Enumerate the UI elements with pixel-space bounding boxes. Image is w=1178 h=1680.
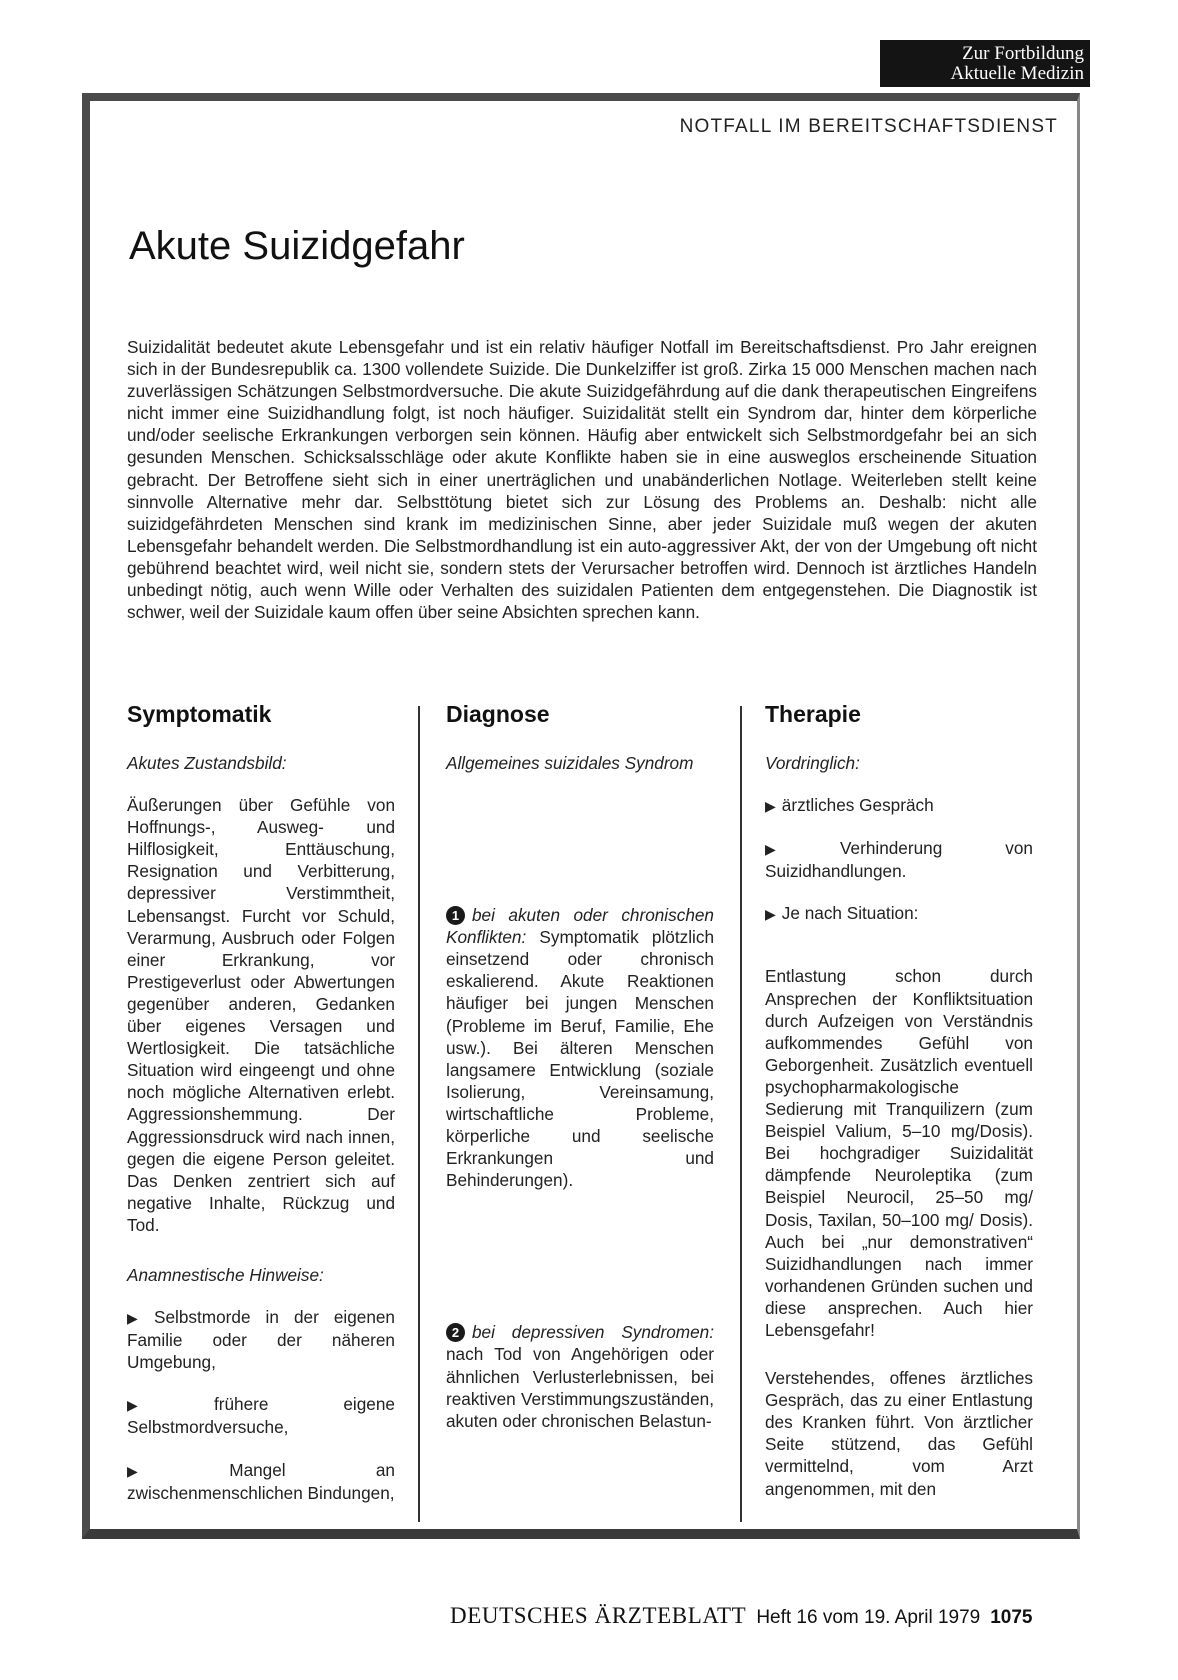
subheading: Anamnestische Hinweise: bbox=[127, 1264, 324, 1285]
list-item bbox=[765, 794, 1033, 817]
intro-paragraph: Suizidalität bedeutet akute Lebensgefahr und ist ein relativ häufiger Notfall im Bereitschaftsdienst. Pro Jahr ereignen sich in der Bundesrepublik ca. 1300 vollendete Suizide. Die Dunkelziffer ist groß. Zirka 15 000 Menschen machen nach zuverlässigen Schätzungen Selbstmordversuche. Die akute Suizidgefährdung auf die dank therapeutischen Eingreifens nicht immer eine Suizidhandlung folgt, ist noch häufiger. Suizidalität stellt ein Syndrom dar, hinter dem körperliche und/oder seelische Erkrankungen verborgen sein können. Häufig aber entwickelt sich Selbstmordgefahr bei an sich gesunden Menschen. Schicksalsschläge oder akute Konflikte haben sie in eine ausweglos erscheinende Situation gebracht. Der Betroffene sieht sich in einer unerträglichen und unabänderlichen Notlage. Weiterleben stellt keine sinnvolle Alternative mehr dar. Selbsttötung bietet sich zur Lösung des Problems an. Deshalb: nicht alle suizidgefährdeten Menschen sind krank im medizinischen Sinne, aber jeder Suizidale muß wegen der akuten Lebensgefahr behandelt werden. Die Selbstmordhandlung ist ein auto-aggressiver Akt, der von der Umgebung oft nicht gebührend beachtet wird, weil nicht sie, sondern stets der Verursacher betroffen wird. Dennoch ist ärztliches Handeln unbedingt nötig, auch wenn Wille oder Verhalten des suizidalen Patienten dem entgegenstehen. Die Diagnostik ist schwer, weil der Suizidale kaum offen über seine Absichten sprechen kann. bbox=[127, 337, 1037, 623]
triangle-bullet-icon: ▶ bbox=[127, 1462, 224, 1479]
list-item bbox=[127, 1306, 395, 1373]
badge-line-1: Zur Fortbildung bbox=[962, 43, 1084, 64]
triangle-bullet-icon: ▶ bbox=[127, 1310, 149, 1327]
subheading: Allgemeines suizidales Syndrom bbox=[446, 753, 694, 773]
triangle-bullet-icon: ▶ bbox=[765, 841, 835, 858]
number-1-icon: 1 bbox=[446, 906, 465, 925]
list-item-text: Mangel an zwischenmenschlichen Bindungen, bbox=[127, 1459, 395, 1503]
issue-info: Heft 16 vom 19. April 1979 bbox=[756, 1607, 981, 1628]
page-number: 1075 bbox=[990, 1607, 1033, 1628]
subheading: Akutes Zustandsbild: bbox=[127, 753, 287, 773]
diagnosis-text: nach Tod von Angehörigen oder ähnlichen Verlusterlebnissen, bei reaktiven Verstimmungszuständen, akuten oder chronischen Belastun- bbox=[446, 1344, 714, 1431]
section-heading: Symptomatik bbox=[127, 701, 272, 727]
list-item-text: Je nach Situation: bbox=[781, 903, 919, 924]
column-therapie bbox=[765, 700, 1033, 1500]
therapy-text: Entlastung schon durch Ansprechen der Konfliktsituation durch Aufzeigen von Verständnis aufkommendes Gefühl von Geborgenheit. Zusätzlich eventuell psychopharmakologische Sedierung mit Tranquilizern (zum Beispiel Valium, 5–10 mg/Dosis). Bei hochgradiger Suizidalität dämpfende Neuroleptika (zum Beispiel Neurocil, 25–50 mg/ Dosis, Taxilan, 50–100 mg/ Dosis). Auch bei „nur demonstrativen“ Suizidhandlungen nach immer vorhandenen Gründen suchen und diese ansprechen. Auch hier Lebensgefahr! bbox=[765, 966, 1033, 1340]
list-item bbox=[765, 837, 1033, 882]
list-item-text: frühere eigene Selbstmordversuche, bbox=[127, 1394, 395, 1438]
article-title: Akute Suizidgefahr bbox=[129, 224, 465, 268]
list-item bbox=[127, 1459, 395, 1504]
journal-name: DEUTSCHES ÄRZTEBLATT bbox=[450, 1603, 747, 1628]
page-footer bbox=[450, 1603, 1033, 1629]
rubric-kicker: NOTFALL IM BEREITSCHAFTSDIENST bbox=[679, 116, 1058, 137]
column-symptomatik bbox=[127, 700, 395, 1504]
diagnosis-text: Symptomatik plötzlich einsetzend oder chronisch eskalierend. Akute Reaktionen häufiger bei jungen Menschen (Probleme im Beruf, Familie, Ehe usw.). Bei älteren Menschen langsamere Entwicklung (soziale Isolierung, Vereinsamung, wirtschaftliche Probleme, körperliche und seelische Erkrankungen und Behinderungen). bbox=[446, 927, 714, 1191]
diagnosis-item bbox=[446, 904, 714, 1191]
list-item-text: Selbstmorde in der eigenen Familie oder der näheren Umgebung, bbox=[127, 1307, 395, 1373]
section-badge bbox=[880, 40, 1090, 87]
number-2-icon: 2 bbox=[446, 1323, 465, 1342]
therapy-text: Verstehendes, offenes ärztliches Gespräch, das zu einer Entlastung des Kranken führt. Von ärztlicher Seite stützend, das Gefühl vermittelnd, vom Arzt angenommen, mit den bbox=[765, 1368, 1033, 1499]
symptom-text: Äußerungen über Gefühle von Hoffnungs-, Ausweg- und Hilflosigkeit, Enttäuschung, Resignation und Verbitterung, depressiver Verstimmtheit, Lebensangst. Furcht vor Schuld, Verarmung, Ausbruch oder Folgen einer Erkrankung, vor Prestigeverlust oder Abwertungen gegenüber anderen, Gedanken über eigenes Versagen und Wertlosigkeit. Die tatsächliche Situation wird eingeengt und ohne noch mögliche Alternativen erlebt. Aggressionshemmung. Der Aggressionsdruck wird nach innen, gegen die eigene Person geleitet. Das Denken zentriert sich auf negative Inhalte, Rückzug und Tod. bbox=[127, 795, 395, 1235]
list-item bbox=[127, 1393, 395, 1438]
section-heading: Diagnose bbox=[446, 701, 550, 727]
list-item-text: ärztliches Gespräch bbox=[781, 795, 934, 816]
column-divider bbox=[418, 706, 420, 1522]
list-item-text: Verhinderung von Suizidhandlungen. bbox=[765, 838, 1033, 882]
triangle-bullet-icon: ▶ bbox=[765, 798, 776, 815]
badge-line-2: Aktuelle Medizin bbox=[950, 63, 1084, 84]
subheading: Vordringlich: bbox=[765, 753, 860, 773]
column-diagnose bbox=[446, 700, 714, 1432]
diagnosis-item bbox=[446, 1321, 714, 1431]
diagnosis-lead: bei depressiven Syndromen: bbox=[472, 1322, 714, 1343]
column-divider bbox=[740, 706, 742, 1522]
section-heading: Therapie bbox=[765, 701, 861, 727]
triangle-bullet-icon: ▶ bbox=[127, 1397, 208, 1414]
triangle-bullet-icon: ▶ bbox=[765, 906, 776, 923]
list-item bbox=[765, 902, 1033, 925]
diagnosis-lead: bei akuten oder chronischen Konflikten: bbox=[446, 905, 714, 948]
